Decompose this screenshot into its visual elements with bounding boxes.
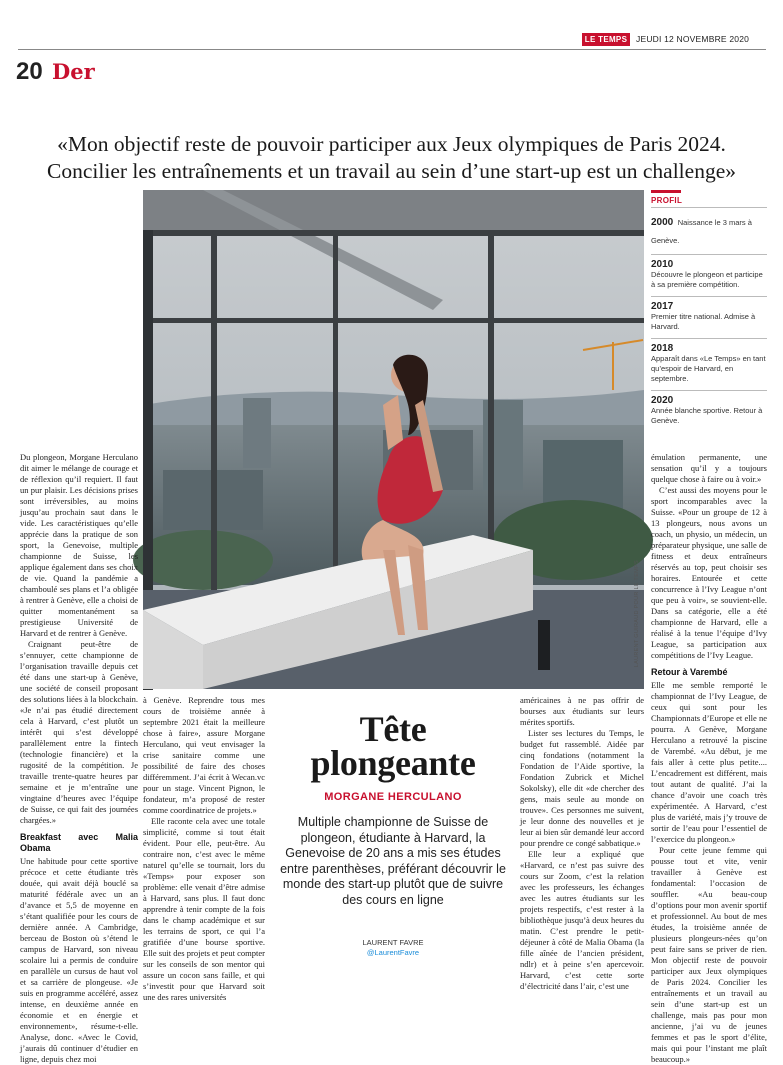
issue-date: JEUDI 12 NOVEMBRE 2020 [636, 34, 750, 44]
masthead-logo: LE TEMPS [582, 33, 630, 46]
pull-quote-line-2: Concilier les entraînements et un travail au sein d’une start-up est un challenge» [47, 159, 736, 183]
article-title-line-1: Tête [359, 709, 427, 749]
header-rule [18, 49, 766, 50]
profile-year: 2017 [651, 301, 674, 312]
profile-year: 2000 [651, 217, 674, 228]
profile-text: Apparaît dans «Le Temps» en tant qu’espoir de Harvard, en septembre. [651, 354, 766, 383]
profile-accent-bar [651, 190, 681, 193]
article-column-right [651, 452, 767, 1064]
article-paragraph: Elle raconte cela avec une totale simplicité, comme si tout était évident. Pour elle, peut-être. Au contraire non, c’est avec le même naturel qu’elle se tournait, lors du «Temps» pour exposer son problème: elle venait d’être admise à Harvard, sans plus. Il faut donc apprendre à tenir compte de la fois dans le champ académique et sur les terrains de sport, ce qui l’a gratifiée d’une bourse sportive. Elle suit des projets et peut compter sur les conseils de son mentor qui assure un cocon sans faille, et qui s’investit pour que Harvard soit une des rares universités [143, 816, 265, 1002]
article-paragraph: Du plongeon, Morgane Herculano dit aimer le mélange de courage et de réflexion qu’il requiert. Il faut un pur plaisir. Les décisions prises sont irréversibles, au moins jusqu’au prochain saut dans le vide. Les caractéristiques qu’elle apprécie dans la pratique de son sport, la Genevoise, multiple championne de Suisse, les applique également dans ses choix de vie. Quand la pandémie a chamboulé ses plans et l’a obligée à rentrer à Genève, elle a choisi de quitter momentanément sa prestigieuse Université de Harvard et de rentrer à Genève. [20, 452, 138, 638]
profile-text: Année blanche sportive. Retour à Genève. [651, 406, 763, 425]
author-handle: @LaurentFavre [366, 948, 420, 957]
profile-text: Découvre le plongeon et participe à sa première compétition. [651, 270, 763, 289]
profile-item [651, 296, 767, 338]
article-column-center-right [520, 695, 644, 990]
profile-year: 2020 [651, 395, 674, 406]
article-subject-name: MORGANE HERCULANO [324, 791, 462, 803]
article-paragraph: américaines à ne pas offrir de bourses aux étudiants sur leurs mérites sportifs. [520, 695, 644, 727]
portrait-photo [143, 190, 644, 689]
article-paragraph: Pour cette jeune femme qui pousse tout et vite, venir travailler à Genève est fondamental: l’occasion de souffler. «Au beau-coup d’options pour mon avenir sportif et professionnel. Au bout de mes études, la troisième année de plusieurs plongeurs-nées qu’on peut faire sans se priver de rien. Mon objectif reste de pouvoir participer aux Jeux olympiques de Paris 2024. Concilier les entraînements et un travail au sein d’une start-up est un challenge, mais pas pour mon ancienne, j’ai vu de jeunes femmes et pas le sport d’élite, mais qui pour l’instant me plaît beaucoup.» [651, 845, 767, 1064]
profile-item [651, 207, 767, 254]
page-number: 20 [16, 58, 43, 85]
article-column-middle [143, 695, 265, 1002]
article-title [270, 709, 516, 783]
article-paragraph: Elle me semble remporté le championnat de l’Ivy League, de ceux qui sont pour les Championnats d’Europe et elle ne pourra. A Genève, Morgane Herculano a retrouvé la piscine de Varembé. «Au début, je me fais aller à cette plus petite.... L’encadrement est différent, mais tout autant de qualité. J’ai la chance d’avoir une coach très expérimentée. A Harvard, c’est plus de variété, mais j’y trouve de sortir de l’eau pour l’essentiel de l’exercice du plongeon.» [651, 680, 767, 844]
author-credit [270, 938, 516, 958]
profile-label: PROFIL [651, 196, 683, 205]
profile-item [651, 338, 767, 390]
profile-item [651, 390, 767, 432]
photo-credit: LAURENT GUIRAUD POUR LE TEMPS [634, 560, 640, 668]
pull-quote-line-1: «Mon objectif reste de pouvoir participer aux Jeux olympiques de Paris 2024. [57, 132, 726, 156]
profile-text: Naissance le 3 mars à Genève. [651, 218, 752, 245]
article-subhead: Retour à Varembé [651, 667, 728, 677]
profile-item [651, 254, 767, 296]
profile-year: 2018 [651, 343, 674, 354]
article-paragraph: émulation permanente, une sensation qu’il y a toujours quelque chose à faire ou à voir.» [651, 452, 767, 484]
profile-text: Premier titre national. Admise à Harvard. [651, 312, 756, 331]
article-subhead: Breakfast avec Malia Obama [20, 832, 138, 853]
photo-illustration [143, 190, 644, 689]
profile-sidebar [651, 190, 767, 432]
section-name: Der [52, 59, 95, 84]
article-title-line-2: plongeante [310, 743, 476, 783]
article-paragraph: Une habitude pour cette sportive précoce et cette étudiante très douée, qui avait déjà bouclé sa maturité fédérale avec un an d’avance et 5,5 de moyenne en s’étant qualifiée pour les cours de dernière année. A Cambridge, berceau de Boston où s’étend le campus de Harvard, son niveau scolaire lui a permis de conduire en parallèle un cursus de haut vol et sa carrière de plongeuse. «Je suis en programme accéléré, assez intense, en deuxième année en économie et en énergie et environnement», résume-t-elle. Analyse, donc. «Avec le Covid, j’aurais dû continuer d’étudier en ligne, depuis chez moi [20, 856, 138, 1064]
article-column-left [20, 452, 138, 1064]
article-paragraph: à Genève. Reprendre tous mes cours de troisième année à septembre 2021 était la meilleure chose à faire», assure Morgane Herculano, qui veut envisager la crise sanitaire comme une possibilité de faire des choses différemment. J’ai écrit à Wecan.vc pour un stage. Vincent Pignon, le fondateur, m’a proposé de rester comme coordinatrice de projets.» [143, 695, 265, 815]
author-name: LAURENT FAVRE [362, 938, 424, 947]
article-paragraph: Lister ses lectures du Temps, le budget fut rassemblé. Aidée par cinq fondations (notamment la Fondation de l’Aide sportive, la Fondation Zubrick et Michel Sokolsky), elle dit «de chercher des gens, mais seule au monde on trouve». Ces personnes me suivent, je leur donne des nouvelles et je leur ai bien sûr demandé leur accord pour prendre ce congé sabbatique.» [520, 728, 644, 848]
profile-year: 2010 [651, 259, 674, 270]
pull-quote [20, 131, 763, 185]
article-paragraph: C’est aussi des moyens pour le sport incomparables avec la Suisse. «Pour un groupe de 12 à 13 plongeurs, nous avons un coach, un physio, un médecin, un préparateur physique, une salle de fitness et deux entraîneurs réservés au top, peut choisir ses horaires. Entourée et cette concurrence à l’Ivy League n’ont que peu à voir», se souvient-elle. Dans sa catégorie, elle a été championne de Harvard, elle a réalisé à la tenue l’équipe d’Ivy League, sa participation aux compétitions de l’Ivy League. [651, 485, 767, 660]
article-paragraph: Craignant peut-être de s’ennuyer, cette championne de l’organisation travaille depuis cet été dans une start-up à Genève, une société de conseil proposant des solutions liées à la blockchain. «Je n’ai pas étudié directement cela à Harvard, c’est plutôt un intérêt qui s’est développé parallèlement entre la fintech (technologie financière) et la rugosité de la compétition. Je travaille trente-quatre heures par semaine et je m’entraîne une vingtaine d’heures avec l’équipe de Suisse, ce qui fait des journées chargées.» [20, 639, 138, 825]
article-paragraph: Elle leur a expliqué que «Harvard, ce n’est pas suivre des cours sur Zoom, c’est la relation avec les professeurs, les échanges avec les autres étudiants sur les projets respectifs, c’est rester à la bibliothèque jusqu’à deux heures du matin. C’est prendre le petit-déjeuner à côté de Malia Obama (la fille aînée de l’ancien président, ndlr) et à peine s’en apercevoir. Harvard, c’est cette sorte d’électricité dans l’air, c’est une [520, 849, 644, 991]
article-lead: Multiple championne de Suisse de plongeon, étudiante à Harvard, la Genevoise de 20 ans a mis ses études entre parenthèses, préférant découvrir le monde des start-up plutôt que de suivre des cours en ligne [280, 815, 506, 907]
